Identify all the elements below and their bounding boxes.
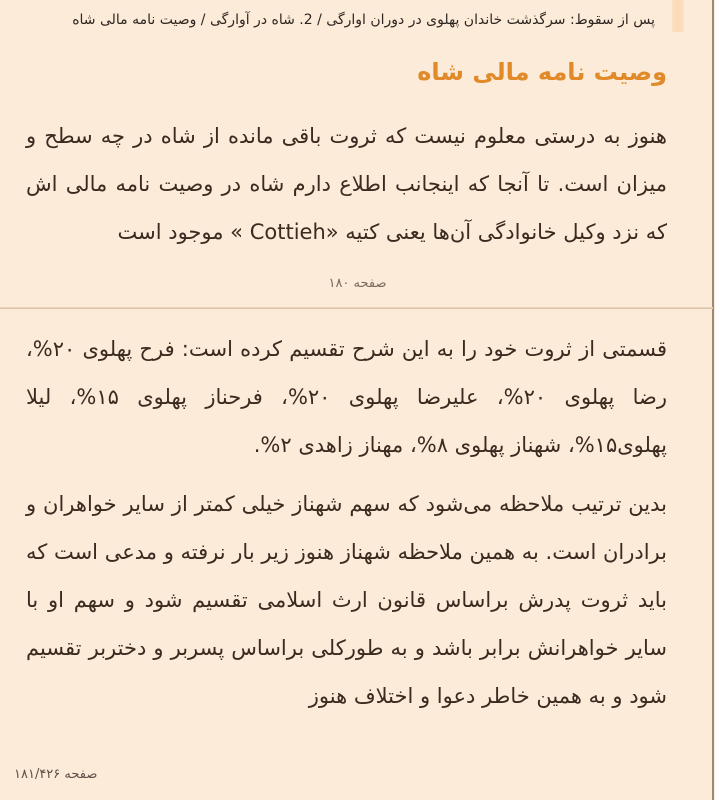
- breadcrumb: پس از سقوط: سرگذشت خاندان پهلوی در دوران اوارگی / 2. شاه در آوارگی / وصیت نامه مالی شاه: [72, 12, 655, 28]
- body-paragraph: هنوز به درستی معلوم نیست که ثروت باقی مانده از شاه در چه سطح و میزان است. تا آنجا که اینجانب اطلاع دارم شاه در وصیت نامه مالی اش که نزد وکیل خانوادگی آن‌ها یعنی کتیه «Cottieh » موجود است: [26, 124, 667, 244]
- body-paragraph: بدین ترتیب ملاحظه می‌شود که سهم شهناز خیلی کمتر از سایر خواهران و برادران است. به همین ملاحظه شهناز هنوز زیر بار نرفته و مدعی است که باید ثروت پدرش براساس قانون ارث اسلامی تقسیم شود و سهم او با سایر خواهرانش برابر باشد و به طورکلی براساس پسربر و دختربر تقسیم شود و به همین خاطر دعوا و اختلاف هنوز: [26, 492, 667, 708]
- bookmark-ribbon[interactable]: [672, 0, 684, 32]
- page-divider: [0, 307, 713, 309]
- page-edge-border: [712, 0, 714, 800]
- chapter-title: وصیت نامه مالی شاه: [417, 58, 667, 86]
- body-paragraph: قسمتی از ثروت خود را به این شرح تقسیم کرده است: فرح پهلوی ۲۰%، رضا پهلوی ۲۰%، علیرضا پهلوی ۲۰%، فرحناز پهلوی ۱۵%، لیلا پهلوی۱۵%، شهناز پهلوی ۸%، مهناز زاهدی ۲%.: [26, 337, 667, 457]
- page-counter: صفحه ۱۸۱/۴۲۶: [14, 767, 98, 782]
- page-break-marker: صفحه ۱۸۰: [328, 276, 387, 291]
